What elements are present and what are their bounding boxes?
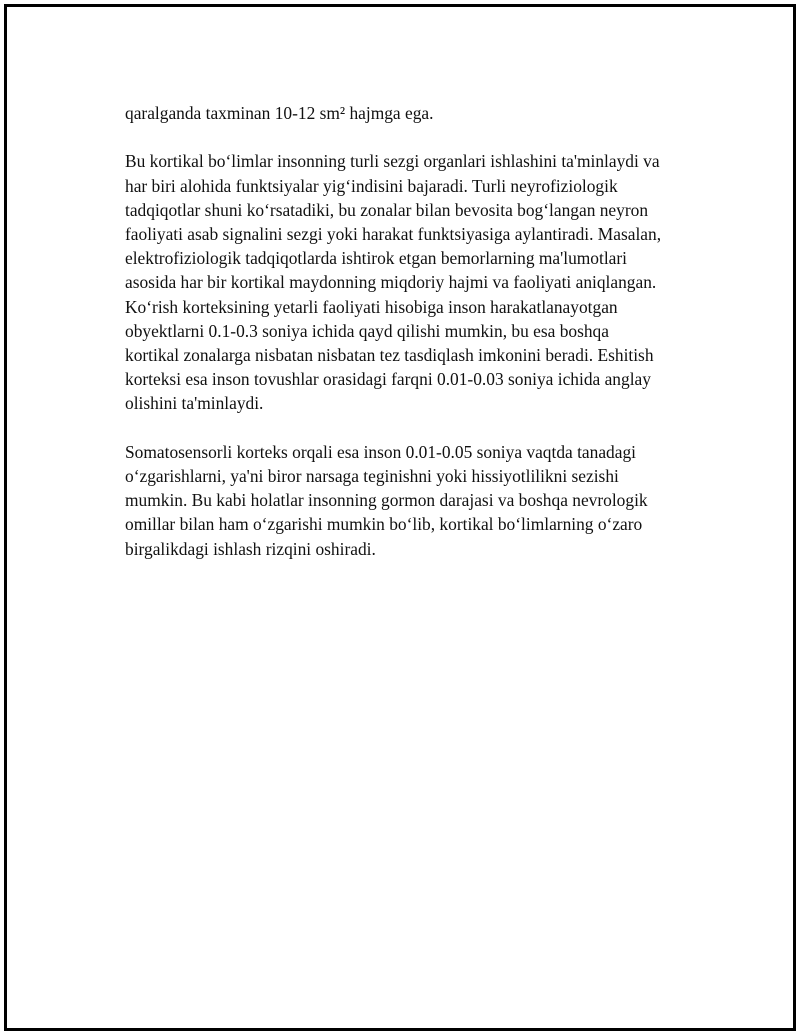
page-frame [4, 4, 796, 1031]
paragraph-2: Bu kortikal boʻlimlar insonning turli sezgi organlari ishlashini ta'minlaydi va har biri alohida funktsiyalar yigʻindisini bajaradi. Turli neyrofiziologik tadqiqotlar shuni koʻrsatadiki, bu zonalar bilan bevosita bogʻlangan neyron faoliyati asab signalini sezgi yoki harakat funktsiyasiga aylantiradi. Masalan, elektrofiziologik tadqiqotlarda ishtirok etgan bemorlarning ma'lumotlari asosida har bir kortikal maydonning miqdoriy hajmi va faoliyati aniqlangan. Koʻrish korteksining yetarli faoliyati hisobiga inson harakatlanayotgan obyektlarni 0.1-0.3 soniya ichida qayd qilishi mumkin, bu esa boshqa kortikal zonalarga nisbatan nisbatan tez tasdiqlash imkonini beradi. Eshitish korteksi esa inson tovushlar orasidagi farqni 0.01-0.03 soniya ichida anglay olishini ta'minlaydi. [125, 151, 662, 414]
paragraph-1: qaralganda taxminan 10-12 sm² hajmga ega. [125, 103, 434, 123]
document-body [125, 101, 705, 585]
paragraph-3: Somatosensorli korteks orqali esa inson 0.01-0.05 soniya vaqtda tanadagi oʻzgarishlarni, ya'ni biror narsaga teginishni yoki hissiyotlilikni sezishi mumkin. Bu kabi holatlar insonning gormon darajasi va boshqa nevrologik omillar bilan ham oʻzgarishi mumkin boʻlib, kortikal boʻlimlarning oʻzaro birgalikdagi ishlash rizqini oshiradi. [125, 441, 648, 559]
